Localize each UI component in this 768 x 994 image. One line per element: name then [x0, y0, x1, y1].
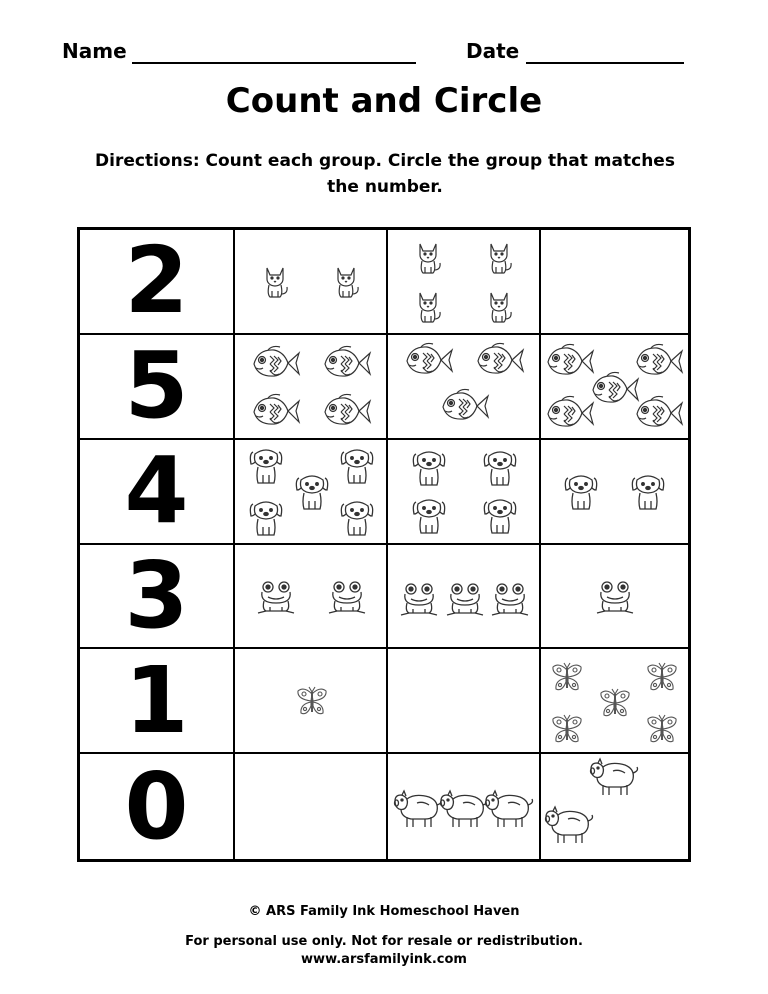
number-cell — [80, 646, 235, 754]
fish-icon — [544, 394, 596, 432]
group-cell-dog[interactable] — [235, 440, 388, 545]
directions — [70, 148, 700, 200]
dog-icon — [481, 496, 519, 536]
group-cell-pig[interactable] — [235, 754, 388, 859]
group-cell-fish[interactable] — [541, 335, 688, 440]
fish-icon — [474, 341, 526, 379]
dog-icon — [293, 472, 331, 512]
fish-icon — [250, 344, 302, 382]
number-cell — [80, 437, 235, 545]
pig-icon — [439, 789, 491, 829]
dog-icon — [481, 448, 519, 488]
dog-icon — [338, 446, 376, 486]
date-field[interactable] — [526, 62, 684, 64]
frog-icon — [399, 581, 439, 617]
group-cell-pig[interactable] — [388, 754, 541, 859]
number-cell — [80, 227, 235, 335]
cat-icon — [332, 264, 362, 300]
butterfly-icon — [550, 662, 584, 694]
fish-icon — [439, 387, 491, 425]
frog-icon — [256, 579, 296, 615]
butterfly-icon — [645, 662, 679, 694]
target-number: 0 — [124, 752, 189, 860]
header-row — [0, 36, 768, 68]
group-cell-fish[interactable] — [235, 335, 388, 440]
fish-icon — [321, 392, 373, 430]
cat-icon — [261, 264, 291, 300]
number-cell — [80, 541, 235, 650]
group-cell-butterfly[interactable] — [541, 649, 688, 754]
dog-icon — [338, 498, 376, 538]
group-cell-dog[interactable] — [541, 440, 688, 545]
website-link: www.arsfamilyink.com — [301, 952, 467, 967]
group-cell-frog[interactable] — [541, 545, 688, 650]
cat-icon — [414, 289, 444, 325]
dog-icon — [562, 472, 600, 512]
number-cell — [80, 332, 235, 440]
frog-icon — [327, 579, 367, 615]
frog-icon — [595, 579, 635, 615]
butterfly-icon — [550, 714, 584, 746]
target-number: 4 — [124, 437, 189, 545]
frog-icon — [490, 581, 530, 617]
name-label: Name — [62, 39, 127, 63]
pig-icon — [544, 805, 596, 845]
cat-icon — [414, 240, 444, 276]
group-cell-frog[interactable] — [388, 545, 541, 650]
group-cell-cat[interactable] — [541, 230, 688, 335]
fish-icon — [633, 394, 685, 432]
group-cell-frog[interactable] — [235, 545, 388, 650]
date-label: Date — [466, 39, 520, 63]
directions-line-1: Directions: Count each group. Circle the group that matches — [95, 151, 675, 171]
name-field[interactable] — [132, 62, 416, 64]
fish-icon — [321, 344, 373, 382]
butterfly-icon — [295, 686, 329, 718]
group-cell-cat[interactable] — [235, 230, 388, 335]
group-cell-pig[interactable] — [541, 754, 688, 859]
cat-icon — [485, 289, 515, 325]
group-cell-dog[interactable] — [388, 440, 541, 545]
dog-icon — [247, 498, 285, 538]
target-number: 5 — [124, 332, 189, 440]
group-cell-butterfly[interactable] — [235, 649, 388, 754]
fish-icon — [403, 341, 455, 379]
target-number: 3 — [124, 541, 189, 649]
counting-grid — [77, 227, 691, 862]
copyright-text: © ARS Family Ink Homeschool Haven — [248, 904, 520, 919]
butterfly-icon — [645, 714, 679, 746]
directions-line-2: the number. — [327, 177, 443, 197]
usage-notice: For personal use only. Not for resale or redistribution. — [185, 934, 583, 949]
butterfly-icon — [598, 688, 632, 720]
target-number: 2 — [124, 227, 189, 335]
fish-icon — [250, 392, 302, 430]
frog-icon — [445, 581, 485, 617]
dog-icon — [410, 496, 448, 536]
dog-icon — [629, 472, 667, 512]
target-number: 1 — [124, 646, 189, 754]
dog-icon — [410, 448, 448, 488]
group-cell-fish[interactable] — [388, 335, 541, 440]
pig-icon — [484, 789, 536, 829]
group-cell-cat[interactable] — [388, 230, 541, 335]
group-cell-butterfly[interactable] — [388, 649, 541, 754]
pig-icon — [589, 757, 641, 797]
number-cell — [80, 754, 235, 859]
dog-icon — [247, 446, 285, 486]
pig-icon — [393, 789, 445, 829]
page-title: Count and Circle — [225, 81, 543, 121]
cat-icon — [485, 240, 515, 276]
